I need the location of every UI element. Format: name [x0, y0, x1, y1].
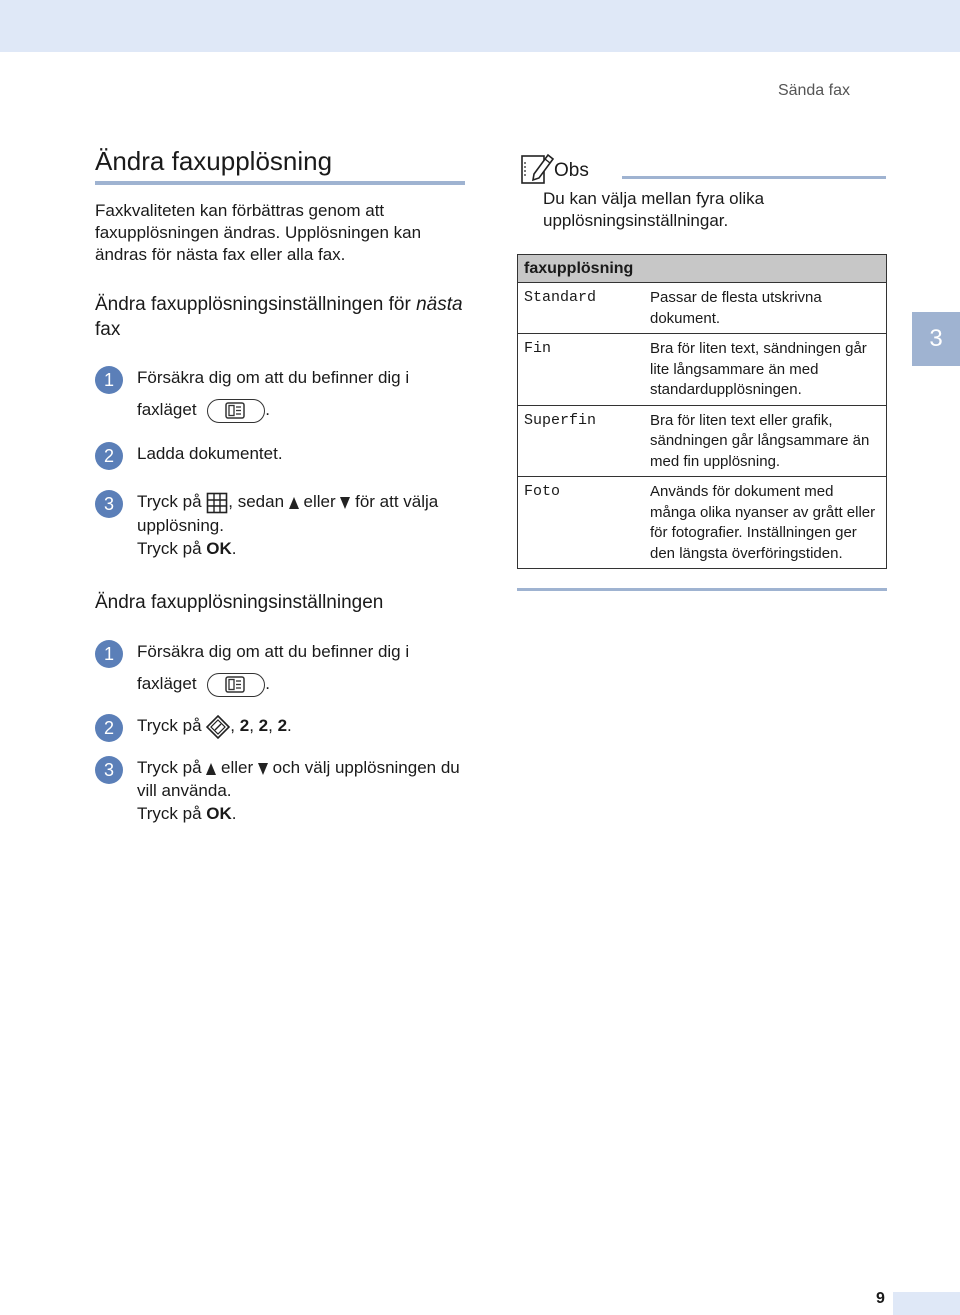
- description-cell: Passar de flesta utskrivna dokument.: [644, 283, 887, 334]
- step-text: .: [231, 538, 237, 558]
- section1-step-3: [95, 490, 475, 560]
- chapter-tab: 3: [912, 312, 960, 366]
- step-number: 1: [95, 640, 123, 668]
- note-pencil-icon: [520, 152, 554, 186]
- step-text: .: [265, 674, 271, 693]
- intro-paragraph: Faxkvaliteten kan förbättras genom att faxupplösningen ändras. Upplösningen kan ändras för nästa fax eller alla fax.: [95, 201, 422, 264]
- section2-heading: Ändra faxupplösningsinställningen: [95, 592, 384, 613]
- key-digit: 2: [239, 716, 250, 735]
- section1-heading: [95, 292, 465, 342]
- table-row: [518, 283, 887, 334]
- page-number: 9: [876, 1290, 885, 1307]
- up-arrow-icon: [206, 763, 216, 775]
- description-cell: Används för dokument med många olika nyanser av grått eller för fotografier. Inställningen ger den längsta överföringstiden.: [644, 477, 887, 569]
- up-arrow-icon: [289, 497, 299, 509]
- step-text: .: [265, 400, 271, 419]
- step-text: Försäkra dig om att du befinner dig i: [137, 642, 410, 661]
- title-rule: [95, 181, 465, 185]
- key-digit: 2: [258, 716, 269, 735]
- running-header: Sända fax: [777, 82, 850, 99]
- section1-heading-tail: fax: [95, 319, 121, 340]
- note-bottom-rule: [517, 588, 887, 591]
- step-number: 2: [95, 442, 123, 470]
- step-text: eller: [221, 758, 254, 777]
- step-text: , sedan: [228, 492, 285, 511]
- ok-key-label: OK: [206, 804, 232, 823]
- step-number: 2: [95, 714, 123, 742]
- mode-cell: Standard: [518, 283, 645, 334]
- step-text: Tryck på: [137, 804, 207, 823]
- step-number: 1: [95, 366, 123, 394]
- step-number: 3: [95, 490, 123, 518]
- step-text: ,: [268, 716, 278, 735]
- step-text: ,: [230, 716, 240, 735]
- table-row: [518, 477, 887, 569]
- down-arrow-icon: [258, 763, 268, 775]
- table-row: [518, 334, 887, 406]
- mode-cell: Superfin: [518, 405, 645, 477]
- step-text: eller: [303, 492, 336, 511]
- step-text: .: [231, 804, 237, 823]
- step-text: faxläget: [137, 400, 197, 419]
- table-header: faxupplösning: [518, 255, 887, 283]
- table-header-row: [518, 255, 887, 283]
- step-number: 3: [95, 756, 123, 784]
- step-text: Försäkra dig om att du befinner dig i: [137, 368, 410, 387]
- step-text: för att välja upplösning.: [137, 492, 439, 535]
- page-number-band: [893, 1292, 960, 1315]
- step-text: faxläget: [137, 674, 197, 693]
- page-title: Ändra faxupplösning: [95, 146, 333, 176]
- note-header: [518, 150, 888, 188]
- menu-key-icon: [206, 715, 230, 739]
- resolution-grid-key-icon: [206, 492, 228, 514]
- down-arrow-icon: [340, 497, 350, 509]
- fax-mode-key-icon: [207, 399, 265, 423]
- step-text: Tryck på: [137, 492, 202, 511]
- description-cell: Bra för liten text, sändningen går lite långsammare än med standardupplösningen.: [644, 334, 887, 406]
- mode-cell: Foto: [518, 477, 645, 569]
- step-text: Ladda dokumentet.: [137, 444, 283, 463]
- note-rule: [622, 176, 886, 179]
- key-digit: 2: [277, 716, 288, 735]
- step-text: Tryck på: [137, 716, 202, 735]
- table-row: [518, 405, 887, 477]
- step-text: Tryck på: [137, 538, 207, 558]
- section1-step-1: [95, 366, 475, 423]
- resolution-table: [517, 254, 887, 569]
- step-text: .: [287, 716, 292, 735]
- section2-step-1: [95, 640, 475, 697]
- mode-cell: Fin: [518, 334, 645, 406]
- description-cell: Bra för liten text eller grafik, sändningen går långsammare än med fin upplösning.: [644, 405, 887, 477]
- top-band: [0, 0, 960, 52]
- step-text: Tryck på: [137, 758, 202, 777]
- section2-step-2: [95, 714, 475, 739]
- note-text: Du kan välja mellan fyra olika upplösningsinställningar.: [543, 189, 765, 230]
- fax-mode-key-icon: [207, 673, 265, 697]
- note-label: Obs: [554, 160, 589, 181]
- section1-step-2: [95, 442, 475, 465]
- step-text: ,: [249, 716, 259, 735]
- ok-key-label: OK: [206, 538, 232, 558]
- section1-heading-emphasis: nästa: [416, 294, 463, 315]
- section1-heading-text: Ändra faxupplösningsinställningen för: [95, 294, 417, 315]
- step-text: och välj upplösningen du vill använda.: [137, 758, 460, 800]
- section2-step-3: [95, 756, 475, 825]
